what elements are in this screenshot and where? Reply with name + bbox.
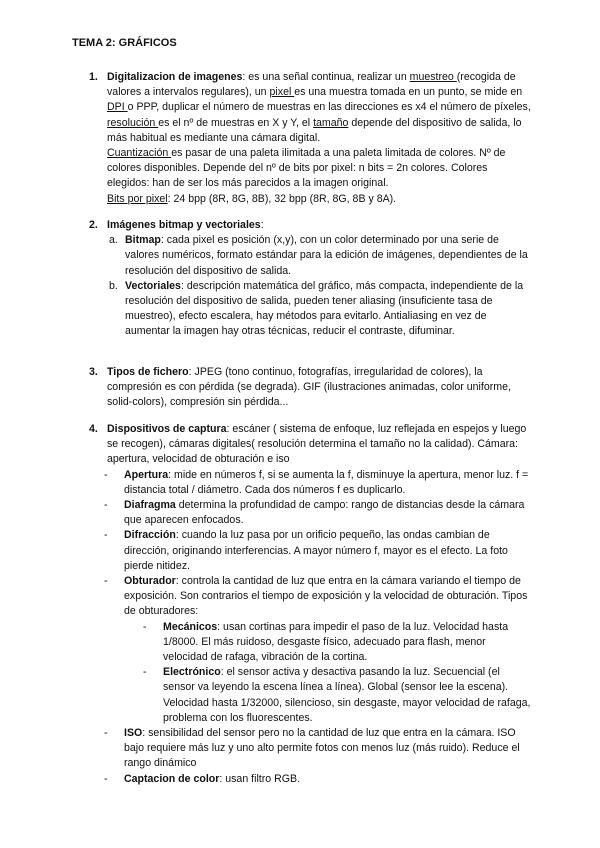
list-item-electronico: - Electrónico: el sensor activa y desactiva pasando la luz. Secuencial (el sensor va leyendo la escena línea a línea). Global (sensor lee la escena). Velocidad hasta 1/32000, silencioso, sin desgaste, mayor velocidad de rafaga, problema con los fluorescentes. [143, 666, 531, 724]
list-item-vectoriales: b. Vectoriales: descripción matemática del gráfico, más compacta, independiente de la resolución del dispositivo de salida, pueden tener aliasing (insuficiente tasa de muestreo), efecto escalera, hay métodos para evitarlo. Antialiasing en vez de aumentar la imagen hay otras técnicas, reducir el contraste, difuminar. [109, 279, 524, 338]
section-3 [91, 365, 531, 411]
term-bits-por-pixel: Bits por pixel [107, 192, 168, 205]
section-1-text: Digitalizacion de imagenes: es una señal continua, realizar un muestreo (recogida de valores a intervalos regulares), un pixel es una muestra tomada en un punto, se mide en DPI o PPP, duplicar el número de muestras en las direcciones es x4 el número de píxeles, resolución es el nº de muestras en X y Y, el tamaño depende del dispositivo de salida, lo más habitual es mediante una cámara digital. Cuantización es pasar de una paleta ilimitada a una paleta limitada de colores. Nº de colores disponibles. Depende del nº de bits por pixel: n bits = 2n colores. Colores elegidos: han de ser los más parecidos a la imagen original. Bits por pixel: 24 bpp (8R, 8G, 8B), 32 bpp (8R, 8G, 8B y 8A). [107, 71, 531, 205]
list-item-mecanicos: - Mecánicos: usan cortinas para impedir el paso de la luz. Velocidad hasta 1/8000. El más ruidoso, desgaste físico, adecuado para flash, menor velocidad de rafaga, vibración de la cortina. [143, 620, 509, 664]
term-dpi: DPI [107, 101, 128, 114]
term-cuantizacion: Cuantización [107, 147, 172, 160]
term-resolucion: resolución [107, 116, 159, 129]
list-item-bitmap: a. Bitmap: cada pixel es posición (x,y), con un color determinado por una serie de valores numéricos, formato estándar para la edición de imágenes, dependientes de la resolución del dispositivo de salida. [109, 234, 528, 277]
section-1-heading: Digitalizacion de imagenes [107, 71, 243, 83]
document-title: TEMA 2: GRÁFICOS [72, 37, 177, 49]
list-item-captacion-color: - Captacion de color: usan filtro RGB. [104, 772, 301, 785]
section-4-text: Dispositivos de captura: escáner ( sistema de enfoque, luz reflejada en espejos y luego se recogen), cámaras digitales( resolución determina el tamaño no la calidad). Cámara: apertura, velocidad de obturación e iso [107, 423, 527, 466]
section-2-heading: Imágenes bitmap y vectoriales [107, 219, 261, 231]
section-3-text: Tipos de fichero: JPEG (tono continuo, fotografías, irregularidad de colores), la compresión es con pérdida (se degrada). GIF (ilustraciones animadas, color uniforme, solid-colors), compresión sin pérdida... [107, 366, 511, 409]
term-tamano: tamaño [313, 116, 349, 129]
list-item-diafragma: - Diafragma determina la profundidad de campo: rango de distancias desde la cámara que aparecen enfocados. [104, 499, 525, 527]
section-1 [91, 70, 531, 207]
list-item-difraccion: - Difracción: cuando la luz pasa por un orificio pequeño, las ondas cambian de dirección, originando interferencias. A mayor número f, mayor es el efecto. La foto pierde nitidez. [104, 529, 508, 572]
section-3-number: 3. [89, 366, 98, 378]
section-3-heading: Tipos de fichero [107, 366, 189, 378]
section-2-number: 2. [89, 219, 98, 231]
section-4 [91, 422, 531, 787]
list-item-iso: - ISO: sensibilidad del sensor pero no la cantidad de luz que entra en la cámara. ISO bajo requiere más luz y uno alto permite fotos con menos luz (más ruido). Reduce el rango dinámico [104, 727, 520, 770]
term-pixel: pixel [269, 86, 295, 99]
section-1-number: 1. [89, 71, 98, 83]
section-4-number: 4. [89, 423, 98, 435]
section-2 [91, 218, 531, 340]
term-muestreo: muestreo [409, 71, 457, 83]
section-2-heading-line: Imágenes bitmap y vectoriales: [107, 219, 264, 231]
list-item-apertura: - Apertura: mide en números f, si se aumenta la f, disminuye la apertura, menor luz. f = distancia total / diámetro. Cada dos números f es duplicarlo. [104, 468, 529, 496]
section-4-heading: Dispositivos de captura [107, 423, 227, 435]
list-item-obturador: - Obturador: controla la cantidad de luz que entra en la cámara variando el tiempo de exposición. Son contrarios el tiempo de exposición y la velocidad de obturación. Tipos de obturadores: [104, 575, 528, 618]
